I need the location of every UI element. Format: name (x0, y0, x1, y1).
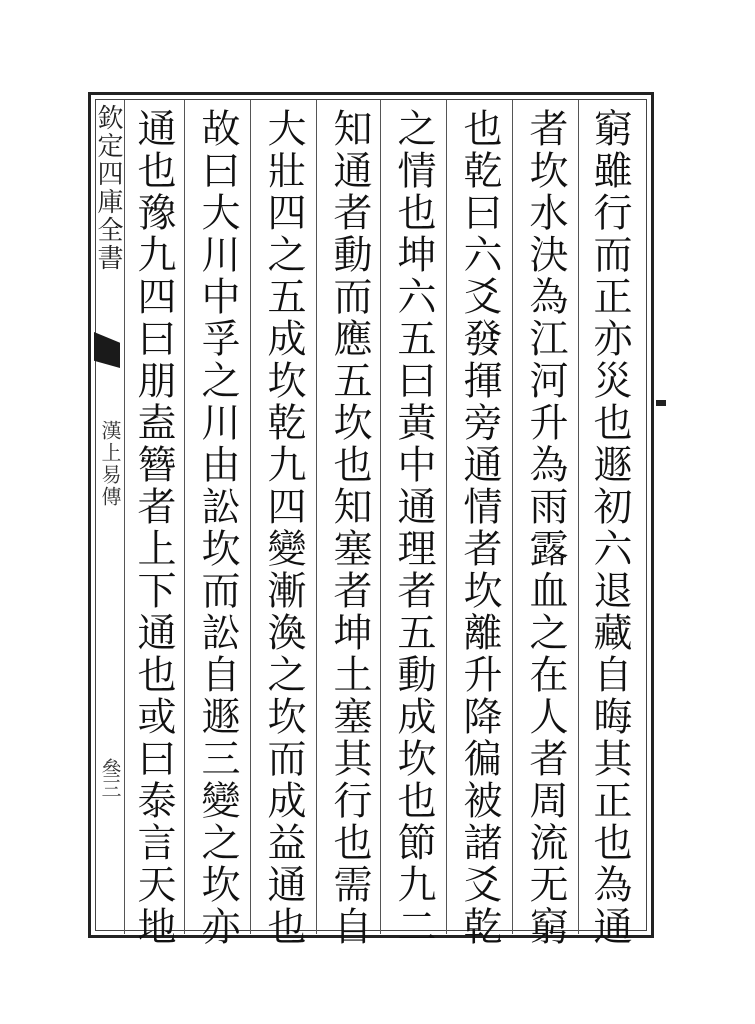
page-number: 叄三 (98, 758, 122, 798)
text-column-8: 通也豫九四曰朋盍簪者上下通也或曰泰言天地 (131, 108, 176, 948)
text-column-5: 知通者動而應五坎也知塞者坤土塞其行也需自 (327, 108, 372, 948)
text-column-4: 之情也坤六五曰黃中通理者五動成坎也節九二 (391, 108, 436, 948)
text-column-2: 者坎水決為江河升為雨露血之在人者周流无窮 (523, 108, 568, 948)
edge-mark (656, 400, 666, 406)
column-rule (250, 100, 251, 934)
column-rule (380, 100, 381, 934)
column-rule (316, 100, 317, 934)
column-rule (578, 100, 579, 934)
column-rule (184, 100, 185, 934)
column-rule (446, 100, 447, 934)
text-column-7: 故曰大川中孚之川由訟坎而訟自遯三變之坎亦 (195, 108, 240, 948)
text-column-3: 也乾曰六爻發揮旁通情者坎離升降徧被諸爻乾 (457, 108, 502, 948)
text-column-1: 窮雖行而正亦災也遯初六退藏自晦其正也為通 (587, 108, 632, 948)
collection-title: 欽定四庫全書 (93, 104, 123, 272)
column-rule (512, 100, 513, 934)
column-rule (124, 100, 125, 934)
book-title: 漢上易傳 (98, 420, 122, 508)
text-column-6: 大壯四之五成坎乾九四變漸渙之坎而成益通也 (261, 108, 306, 948)
